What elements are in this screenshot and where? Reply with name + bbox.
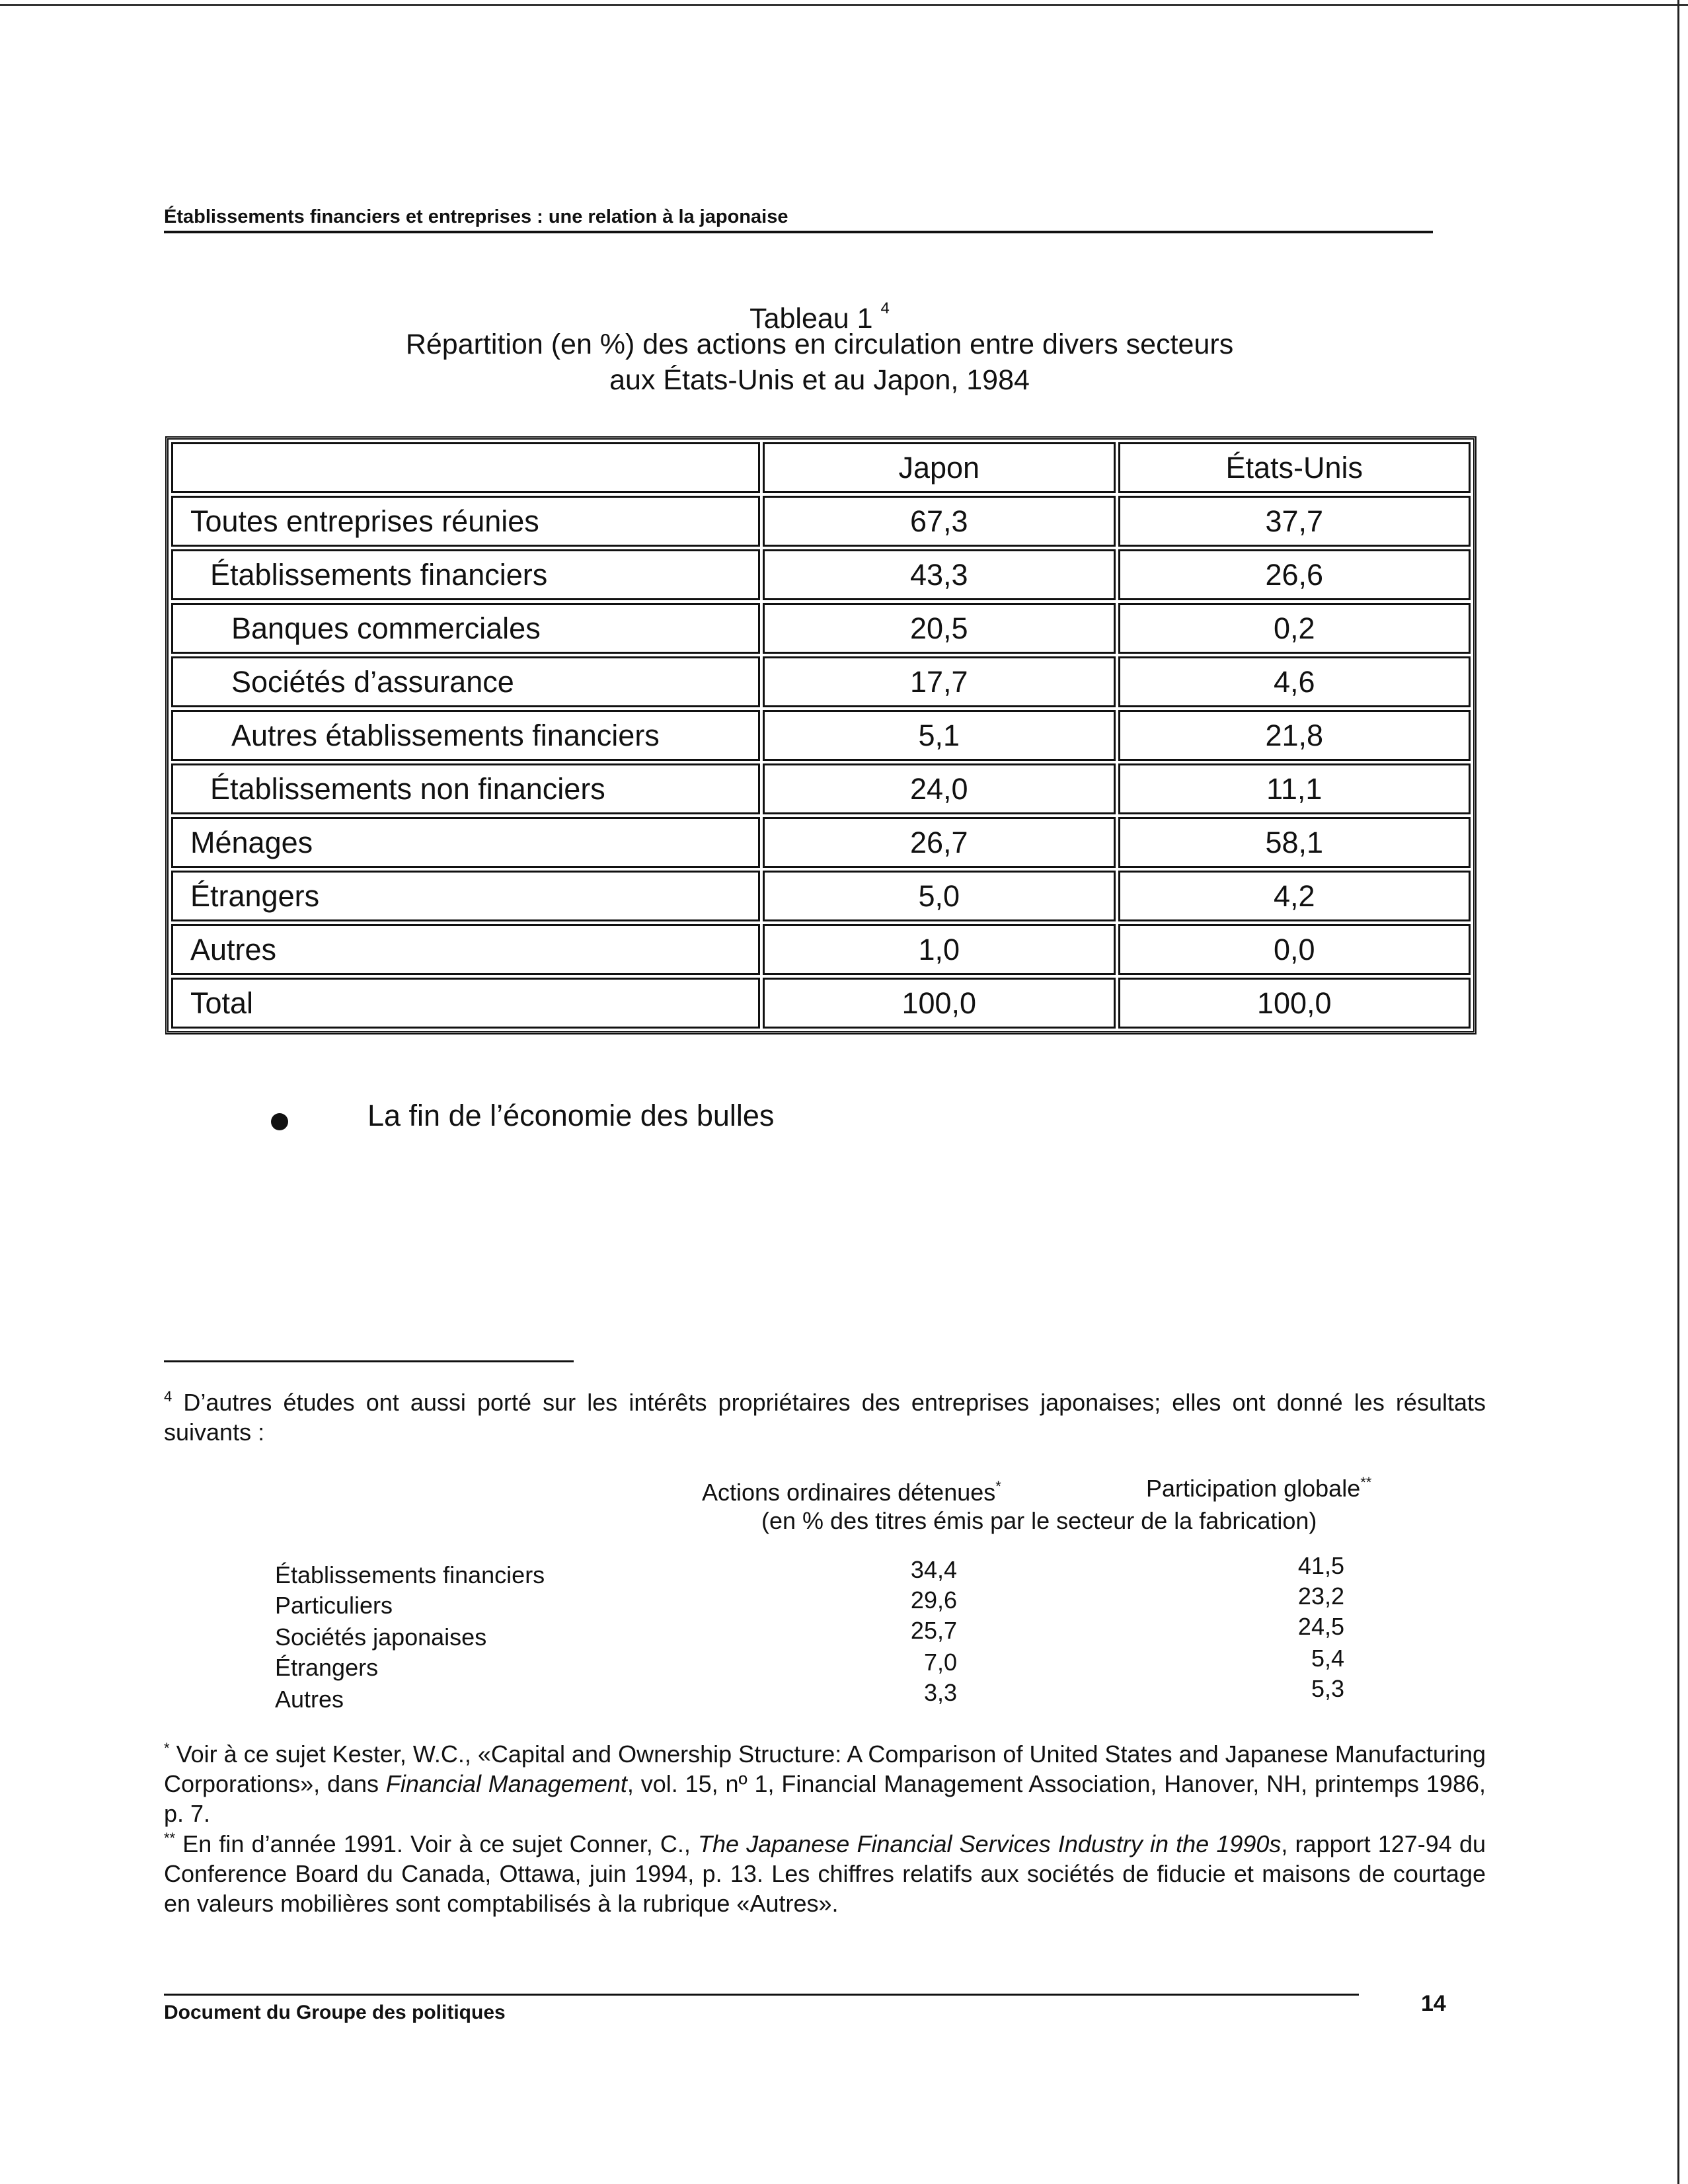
footer-publication: Document du Groupe des politiques	[164, 2002, 506, 2023]
fn-row-label: Sociétés japonaises	[275, 1623, 487, 1651]
cell-japon: 24,0	[763, 763, 1116, 814]
running-head: Établissements financiers et entreprises : une relation à la japonaise	[164, 206, 1433, 233]
cell-japon: 100,0	[763, 978, 1116, 1029]
fn-row-value-b: 23,2	[1297, 1582, 1344, 1610]
table-row	[171, 978, 1471, 1029]
fn-row-value-a: 3,3	[923, 1679, 957, 1706]
cell-japon: 67,3	[763, 496, 1116, 547]
footnote-separator	[164, 1360, 574, 1362]
cell-usa: 0,2	[1118, 603, 1471, 654]
top-border-line	[0, 4, 1688, 6]
header-blank	[171, 442, 760, 493]
note-star-marker: *	[164, 1740, 170, 1756]
cell-japon: 5,1	[763, 710, 1116, 761]
table-row	[171, 817, 1471, 868]
fn-row-label: Établissements financiers	[275, 1561, 545, 1588]
note-star-text-pre: Voir à ce sujet Kester, W.C., «Capital and Ownership Structure: A Comparison of United States and Japanese Manufacturing Corporations», dans	[164, 1740, 1486, 1797]
cell-usa: 4,2	[1118, 871, 1471, 921]
footnote-ref-4: 4	[880, 299, 890, 317]
row-label: Autres	[171, 924, 760, 975]
footnote-4	[164, 1382, 1486, 1447]
table-caption-line3: aux États-Unis et au Japon, 1984	[609, 364, 1030, 396]
note-star	[164, 1733, 1486, 1828]
note-double-star-text-post: , rapport 127-94 du Conference Board du Canada, Ottawa, juin 1994, p. 13. Les chiffres relatifs aux sociétés de fiducie et maisons de courtage en valeurs mobilières sont comptabilisés à la rubrique «Autres».	[164, 1830, 1486, 1917]
fn-col1-mark: *	[995, 1478, 1001, 1495]
fn-col1-header	[702, 1478, 1001, 1506]
note-star-journal: Financial Management	[385, 1770, 627, 1797]
table-row	[171, 603, 1471, 654]
row-label: Total	[171, 978, 760, 1029]
section-title: La fin de l’économie des bulles	[367, 1099, 775, 1132]
fn-col1-header-text: Actions ordinaires détenues	[702, 1479, 996, 1506]
table-row	[171, 871, 1471, 921]
right-border-line	[1677, 0, 1679, 2184]
note-double-star-title: The Japanese Financial Services Industry in the 1990s	[698, 1830, 1282, 1857]
cell-japon: 43,3	[763, 549, 1116, 600]
fn-col2-header-text: Participation globale	[1146, 1475, 1361, 1502]
fn-row-value-a: 34,4	[910, 1556, 957, 1583]
fn-col2-mark: **	[1360, 1474, 1372, 1491]
cell-japon: 26,7	[763, 817, 1116, 868]
fn-col2-header	[1146, 1474, 1371, 1502]
table-row	[171, 710, 1471, 761]
row-label: Autres établissements financiers	[171, 710, 760, 761]
row-label: Étrangers	[171, 871, 760, 921]
row-label: Établissements non financiers	[171, 763, 760, 814]
cell-usa: 11,1	[1118, 763, 1471, 814]
footnote-4-marker: 4	[164, 1388, 173, 1405]
note-double-star-marker: **	[164, 1830, 176, 1846]
note-star-text-post: , vol. 15, nº 1, Financial Management Association, Hanover, NH, printemps 1986, p. 7.	[164, 1770, 1486, 1827]
row-label: Sociétés d’assurance	[171, 656, 760, 707]
fn-row-value-b: 5,3	[1311, 1675, 1344, 1702]
cell-usa: 37,7	[1118, 496, 1471, 547]
footnote-4-text: D’autres études ont aussi porté sur les intérêts propriétaires des entreprises japonaises; elles ont donné les résultats suivants :	[164, 1389, 1486, 1446]
fn-row-label: Autres	[275, 1686, 344, 1713]
fn-row-value-a: 25,7	[910, 1617, 957, 1644]
page-number: 14	[1421, 1991, 1446, 2016]
row-label: Ménages	[171, 817, 760, 868]
table-row	[171, 549, 1471, 600]
header-etats-unis: États-Unis	[1118, 442, 1471, 493]
table-header-row	[171, 442, 1471, 493]
table-label: Tableau 1	[749, 303, 873, 334]
note-double-star	[164, 1823, 1486, 1918]
fn-subheader: (en % des titres émis par le secteur de la fabrication)	[761, 1507, 1317, 1534]
fn-row-label: Étrangers	[275, 1654, 379, 1681]
table-row	[171, 924, 1471, 975]
table-row	[171, 656, 1471, 707]
cell-usa: 58,1	[1118, 817, 1471, 868]
fn-row-value-a: 7,0	[923, 1649, 957, 1676]
row-label: Toutes entreprises réunies	[171, 496, 760, 547]
bullet-icon	[271, 1113, 288, 1130]
fn-row-value-b: 41,5	[1297, 1552, 1344, 1579]
cell-usa: 26,6	[1118, 549, 1471, 600]
row-label: Banques commerciales	[171, 603, 760, 654]
cell-japon: 1,0	[763, 924, 1116, 975]
cell-japon: 17,7	[763, 656, 1116, 707]
row-label: Établissements financiers	[171, 549, 760, 600]
cell-usa: 0,0	[1118, 924, 1471, 975]
fn-row-value-a: 29,6	[910, 1586, 957, 1614]
table-caption-line2: Répartition (en %) des actions en circulation entre divers secteurs	[405, 329, 1234, 360]
fn-row-label: Particuliers	[275, 1592, 393, 1619]
cell-usa: 4,6	[1118, 656, 1471, 707]
footer-rule	[164, 1994, 1359, 1996]
cell-japon: 20,5	[763, 603, 1116, 654]
cell-japon: 5,0	[763, 871, 1116, 921]
fn-row-value-b: 5,4	[1311, 1645, 1344, 1672]
header-japon: Japon	[763, 442, 1116, 493]
table-row	[171, 763, 1471, 814]
table-row	[171, 496, 1471, 547]
cell-usa: 21,8	[1118, 710, 1471, 761]
distribution-table	[165, 436, 1477, 1034]
fn-row-value-b: 24,5	[1297, 1613, 1344, 1640]
cell-usa: 100,0	[1118, 978, 1471, 1029]
note-double-star-text-pre: En fin d’année 1991. Voir à ce sujet Conner, C.,	[182, 1830, 699, 1857]
